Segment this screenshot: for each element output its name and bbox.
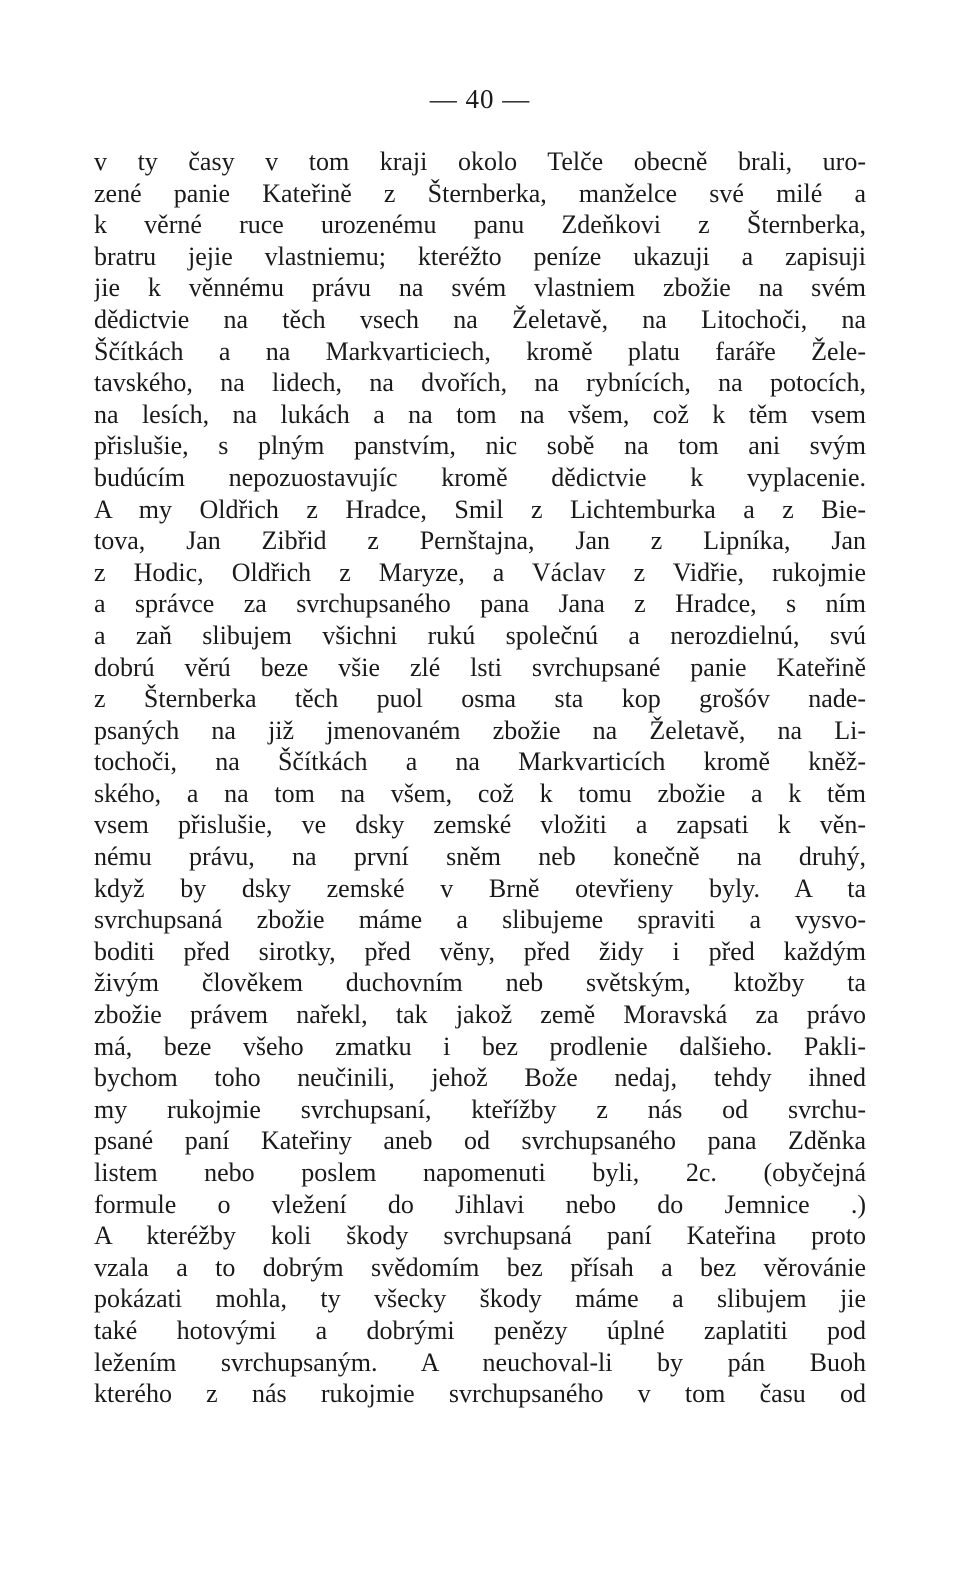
text-line: když by dsky zemské v Brně otevřieny byly. A ta <box>94 873 866 903</box>
text-line: tova, Jan Zibřid z Pernštajna, Jan z Lipníka, Jan <box>94 526 866 556</box>
text-line: Ščítkách a na Markvarticiech, kromě platu faráře Žele- <box>94 336 866 366</box>
text-line: z Hodic, Oldřich z Maryze, a Václav z Vidřie, rukojmie <box>94 557 866 587</box>
text-line: v ty časy v tom kraji okolo Telče obecně brali, uro- <box>94 147 866 176</box>
text-line: psané paní Kateřiny aneb od svrchupsaného pana Zděnka <box>94 1126 866 1156</box>
text-line: ského, a na tom na všem, což k tomu zbožie a k těm <box>94 778 866 808</box>
text-line: také hotovými a dobrými penězy úplné zaplatiti pod <box>94 1315 866 1345</box>
text-line: zené panie Kateřině z Šternberka, manželce své milé a <box>94 178 866 208</box>
text-line: bychom toho neučinili, jehož Bože nedaj, tehdy ihned <box>94 1063 866 1093</box>
text-line: my rukojmie svrchupsaní, kteřížby z nás od svrchu- <box>94 1094 866 1124</box>
text-line: boditi před sirotky, před vĕny, před židy i před každým <box>94 936 866 966</box>
text-line: vsem přislušie, ve dsky zemské vložiti a zapsati k věn- <box>94 810 866 840</box>
text-line: pokázati mohla, ty všecky škody máme a slibujem jie <box>94 1284 866 1314</box>
text-line: a zaň slibujem všichni rukú společnú a nerozdielnú, svú <box>94 620 866 650</box>
text-line: tavského, na lidech, na dvořích, na rybnících, na potocích, <box>94 368 866 398</box>
text-line: vzala a to dobrým svědomím bez přísah a bez věrovánie <box>94 1252 866 1282</box>
text-line: jie k věnnému právu na svém vlastniem zbožie na svém <box>94 273 866 303</box>
text-line: zbožie právem nařekl, tak jakož země Moravská za právo <box>94 1000 866 1030</box>
text-line: bratru jejie vlastniemu; kteréžto peníze ukazuji a zapisuji <box>94 241 866 271</box>
text-line: na lesích, na lukách a na tom na všem, což k těm vsem <box>94 399 866 429</box>
text-line: A kteréžby koli škody svrchupsaná paní Kateřina proto <box>94 1221 866 1251</box>
text-line: ležením svrchupsaným. A neuchoval-li by pán Buoh <box>94 1347 866 1377</box>
text-line: dobrú věrú beze všie zlé lsti svrchupsané panie Kateřině <box>94 652 866 682</box>
text-line: formule o vležení do Jihlavi nebo do Jemnice .) <box>94 1189 866 1219</box>
text-line: psaných na již jmenovaném zbožie na Želetavě, na Li- <box>94 715 866 745</box>
text-line: z Šternberka těch puol osma sta kop grošóv nade- <box>94 684 866 714</box>
text-line: kterého z nás rukojmie svrchupsaného v tom času od <box>94 1379 866 1409</box>
text-line: svrchupsaná zbožie máme a slibujeme spraviti a vysvo- <box>94 905 866 935</box>
text-line: nému právu, na první sněm neb konečně na druhý, <box>94 842 866 872</box>
text-line: živým člověkem duchovním neb světským, ktožby ta <box>94 968 866 998</box>
text-line: přislušie, s plným panstvím, nic sobě na tom ani svým <box>94 431 866 461</box>
text-line: k věrné ruce urozenému panu Zdeňkovi z Šternberka, <box>94 210 866 240</box>
text-line: má, beze všeho zmatku i bez prodlenie dalšieho. Pakli- <box>94 1031 866 1061</box>
page-number: — 40 — <box>429 84 531 114</box>
text-line: a správce za svrchupsaného pana Jana z Hradce, s ním <box>94 589 866 619</box>
body-text <box>94 146 866 1410</box>
text-line: dědictvie na těch vsech na Želetavě, na Litochoči, na <box>94 304 866 334</box>
text-line: A my Oldřich z Hradce, Smil z Lichtemburka a z Bie- <box>94 494 866 524</box>
text-line: budúcím nepozuostavujíc kromě dědictvie k vyplacenie. <box>94 462 866 492</box>
text-line: listem nebo poslem napomenuti byli, 2c. (obyčejná <box>94 1158 866 1187</box>
text-line: tochoči, na Ščítkách a na Markvarticích kromě kněž- <box>94 747 866 777</box>
